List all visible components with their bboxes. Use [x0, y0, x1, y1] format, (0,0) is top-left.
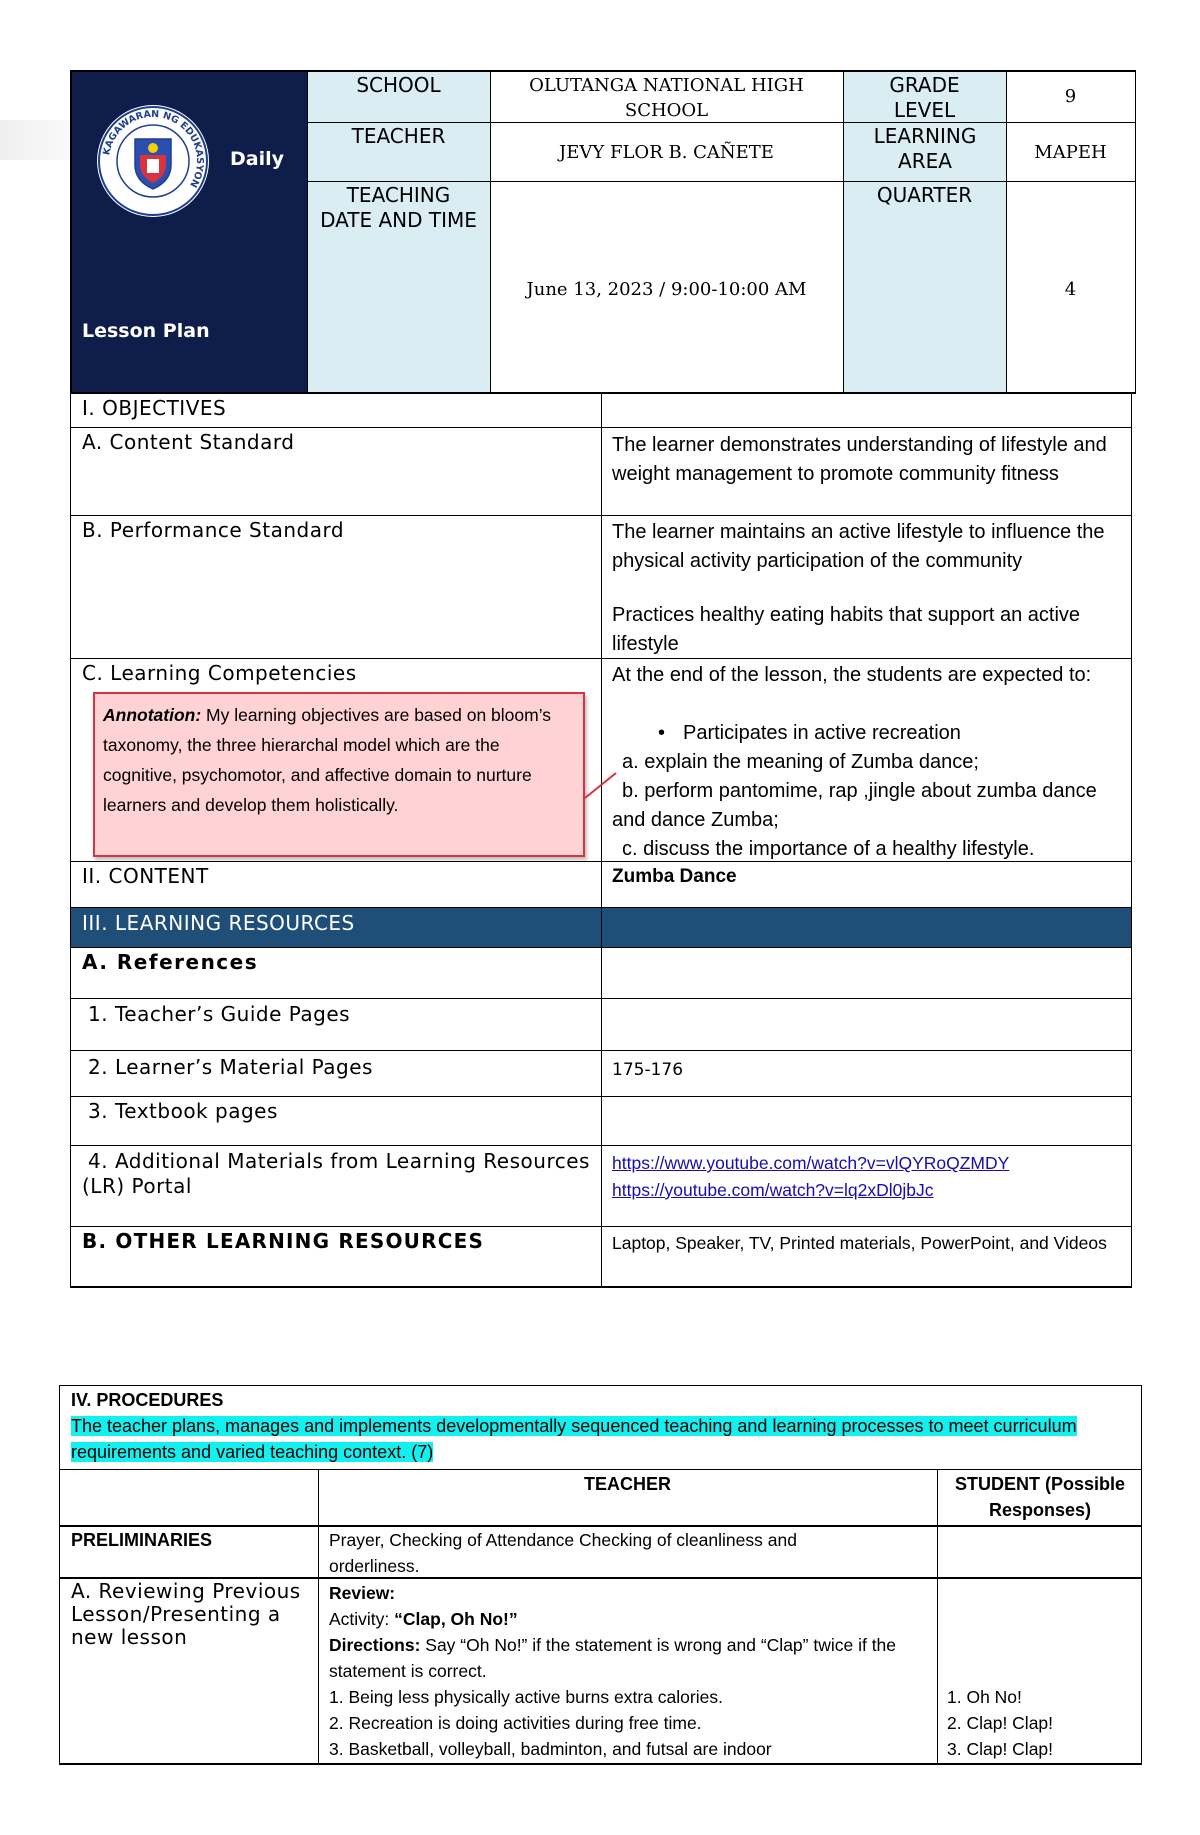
teaching-date-label: TEACHING DATE AND TIME — [320, 183, 477, 232]
performance-standard-value-1: The learner maintains an active lifestyle to influence the physical activity participation of the community — [612, 521, 1105, 572]
other-resources-label: B. OTHER LEARNING RESOURCES — [82, 1229, 485, 1253]
review-item-2: 2. Recreation is doing activities during free time. — [329, 1713, 702, 1733]
content-value: Zumba Dance — [612, 866, 737, 887]
learning-area-value: MAPEH — [1034, 142, 1107, 163]
lesson-plan-title-daily: Daily — [230, 148, 285, 170]
response-1: 1. Oh No! — [947, 1687, 1022, 1707]
competencies-bullet-dot: • — [658, 722, 666, 744]
objectives-heading: I. OBJECTIVES — [82, 396, 227, 420]
preliminaries-value: Prayer, Checking of Attendance Checking of cleanliness and orderliness. — [329, 1530, 797, 1576]
teacher-value: JEVY FLOR B. CAÑETE — [559, 142, 774, 163]
teaching-date-value: June 13, 2023 / 9:00-10:00 AM — [526, 279, 807, 300]
review-item-1: 1. Being less physically active burns extra calories. — [329, 1687, 723, 1707]
school-label: SCHOOL — [356, 73, 441, 97]
quarter-value: 4 — [1064, 279, 1077, 300]
learning-resources-heading: III. LEARNING RESOURCES — [82, 911, 355, 935]
preliminaries-label: PRELIMINARIES — [71, 1530, 213, 1550]
competency-c: c. discuss the importance of a healthy lifestyle. — [622, 838, 1035, 860]
teacher-column-header: TEACHER — [583, 1474, 671, 1494]
learners-material-value: 175-176 — [612, 1060, 684, 1080]
content-heading: II. CONTENT — [82, 864, 209, 888]
activity-label: Activity: — [329, 1609, 395, 1629]
youtube-link-1[interactable]: https://www.youtube.com/watch?v=vlQYRoQZMDY — [612, 1153, 1010, 1173]
annotation-label: Annotation: — [103, 705, 202, 725]
teachers-guide-label: 1. Teacher’s Guide Pages — [88, 1002, 351, 1026]
performance-standard-label: B. Performance Standard — [82, 518, 345, 542]
procedures-note: The teacher plans, manages and implements developmentally sequenced teaching and learning processes to meet curriculum requirements and varied teaching context. (7) — [71, 1416, 1077, 1462]
student-column-header: STUDENT (Possible Responses) — [954, 1474, 1126, 1520]
annotation-callout — [93, 692, 585, 857]
grade-level-label: GRADE LEVEL — [889, 73, 960, 122]
competency-b: b. perform pantomime, rap ,jingle about zumba dance and dance Zumba; — [612, 780, 1097, 831]
directions-block — [329, 1632, 929, 1684]
review-lesson-label: A. Reviewing Previous Lesson/Presenting a new lesson — [71, 1579, 301, 1649]
competencies-bullet: Participates in active recreation — [683, 722, 961, 744]
performance-standard-value-2: Practices healthy eating habits that support an active lifestyle — [612, 604, 1081, 655]
grade-level-value: 9 — [1064, 86, 1077, 107]
response-3: 3. Clap! Clap! — [947, 1739, 1054, 1759]
competency-a: a. explain the meaning of Zumba dance; — [622, 751, 979, 773]
directions-text: Say “Oh No!” if the statement is wrong and “Clap” twice if the statement is correct. — [329, 1635, 897, 1681]
additional-materials-label: 4. Additional Materials from Learning Resources (LR) Portal — [82, 1149, 590, 1198]
references-label: A. References — [82, 950, 259, 974]
other-resources-value: Laptop, Speaker, TV, Printed materials, PowerPoint, and Videos — [612, 1233, 1107, 1253]
review-item-3: 3. Basketball, volleyball, badminton, and futsal are indoor — [329, 1739, 772, 1759]
activity-line — [329, 1606, 518, 1632]
lesson-plan-title: Lesson Plan — [82, 320, 210, 342]
deped-seal-logo — [95, 103, 211, 219]
content-standard-value: The learner demonstrates understanding of lifestyle and weight management to promote community fitness — [612, 434, 1107, 485]
directions-label: Directions: — [329, 1635, 421, 1655]
school-value: OLUTANGA NATIONAL HIGH SCHOOL — [529, 75, 804, 121]
activity-name: “Clap, Oh No!” — [394, 1609, 518, 1629]
content-standard-label: A. Content Standard — [82, 430, 295, 454]
competencies-intro: At the end of the lesson, the students are expected to: — [612, 664, 1092, 686]
learners-material-label: 2. Learner’s Material Pages — [88, 1055, 373, 1079]
logo-text: KAGAWARAN NG EDUKASYON — [101, 108, 206, 190]
scan-shadow — [0, 120, 72, 160]
procedures-heading: IV. PROCEDURES — [71, 1390, 224, 1410]
learning-area-label: LEARNING AREA — [873, 124, 977, 173]
annotation-text — [103, 700, 575, 820]
response-2: 2. Clap! Clap! — [947, 1713, 1054, 1733]
annotation-body: My learning objectives are based on bloom’s taxonomy, the three hierarchal model which are the cognitive, psychomotor, and affective domain to nurture learners and develop them holistically. — [103, 705, 552, 815]
quarter-label: QUARTER — [876, 183, 973, 207]
learning-competencies-label: C. Learning Competencies — [82, 661, 357, 685]
procedures-note-block — [71, 1413, 1133, 1465]
annotation-connector — [580, 770, 620, 800]
textbook-pages-label: 3. Textbook pages — [88, 1099, 278, 1123]
review-title: Review: — [329, 1583, 396, 1603]
youtube-link-2[interactable]: https://youtube.com/watch?v=lq2xDl0jbJc — [612, 1180, 934, 1200]
teacher-label: TEACHER — [351, 124, 446, 148]
